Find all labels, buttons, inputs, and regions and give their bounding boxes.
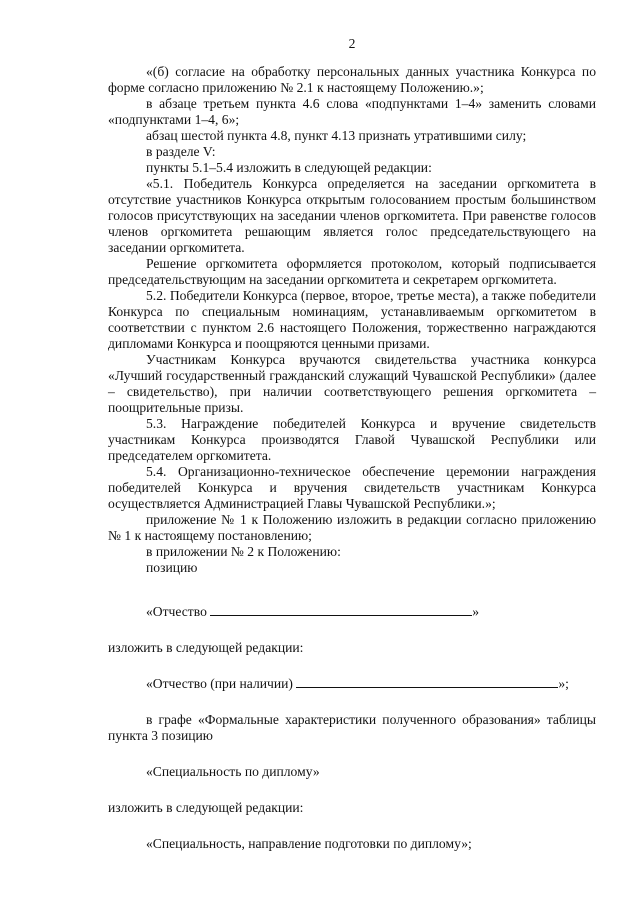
paragraph: 5.3. Награждение победителей Конкурса и вручение свидетельств участникам Конкурса производятся Главой Чувашской Республики или председателем оргкомитета. (108, 416, 596, 463)
paragraph: «(б) согласие на обработку персональных данных участника Конкурса по форме согласно приложению № 2.1 к настоящему Положению.»; (108, 64, 596, 95)
paragraph: в приложении № 2 к Положению: (146, 544, 341, 559)
field-close: »; (558, 676, 569, 691)
patronymic-optional-field-line (108, 676, 596, 692)
blank-line (296, 676, 558, 688)
quote-line: «Специальность, направление подготовки по диплому»; (146, 836, 472, 851)
paragraph: пункты 5.1–5.4 изложить в следующей редакции: (146, 160, 432, 175)
paragraph: 5.4. Организационно-техническое обеспечение церемонии награждения победителей Конкурса и вручения свидетельств участникам Конкурса осуществляется Администрацией Главы Чувашской Республики.»; (108, 464, 596, 511)
paragraph: в разделе V: (146, 144, 216, 159)
paragraph: изложить в следующей редакции: (108, 800, 304, 815)
page-number: 2 (348, 36, 356, 51)
paragraph: в графе «Формальные характеристики полученного образования» таблицы пункта 3 позицию (108, 712, 596, 743)
paragraph: позицию (146, 560, 198, 575)
paragraph: в абзаце третьем пункта 4.6 слова «подпунктами 1–4» заменить словами «подпунктами 1–4, 6»; (108, 96, 596, 127)
paragraph: приложение № 1 к Положению изложить в редакции согласно приложению № 1 к настоящему постановлению; (108, 512, 596, 543)
paragraph: «5.1. Победитель Конкурса определяется на заседании оргкомитета в отсутствие участников Конкурса открытым голосованием простым большинством голосов присутствующих на заседании членов оргкомитета. При равенстве голосов членов оргкомитета решающим является голос председательствующего на заседании оргкомитета. (108, 176, 596, 255)
paragraph: абзац шестой пункта 4.8, пункт 4.13 признать утратившими силу; (146, 128, 527, 143)
quote-line: «Специальность по диплому» (146, 764, 320, 779)
paragraph: Решение оргкомитета оформляется протоколом, который подписывается председательствующим на заседании оргкомитета и секретарем оргкомитета. (108, 256, 596, 287)
paragraph: изложить в следующей редакции: (108, 640, 304, 655)
field-label: «Отчество (при наличии) (146, 676, 293, 691)
field-label: «Отчество (146, 604, 207, 619)
patronymic-field-line (108, 604, 596, 620)
paragraph: Участникам Конкурса вручаются свидетельства участника конкурса «Лучший государственный гражданский служащий Чувашской Республики» (далее – свидетельство), при наличии соответствующего решения оргкомитета – поощрительные призы. (108, 352, 596, 415)
field-close: » (472, 604, 480, 619)
blank-line (210, 604, 472, 616)
paragraph: 5.2. Победители Конкурса (первое, второе, третье места), а также победители Конкурса по специальным номинациям, устанавливаемым оргкомитетом в соответствии с пунктом 2.6 настоящего Положения, торжественно награждаются дипломами Конкурса и поощряются ценными призами. (108, 288, 596, 351)
